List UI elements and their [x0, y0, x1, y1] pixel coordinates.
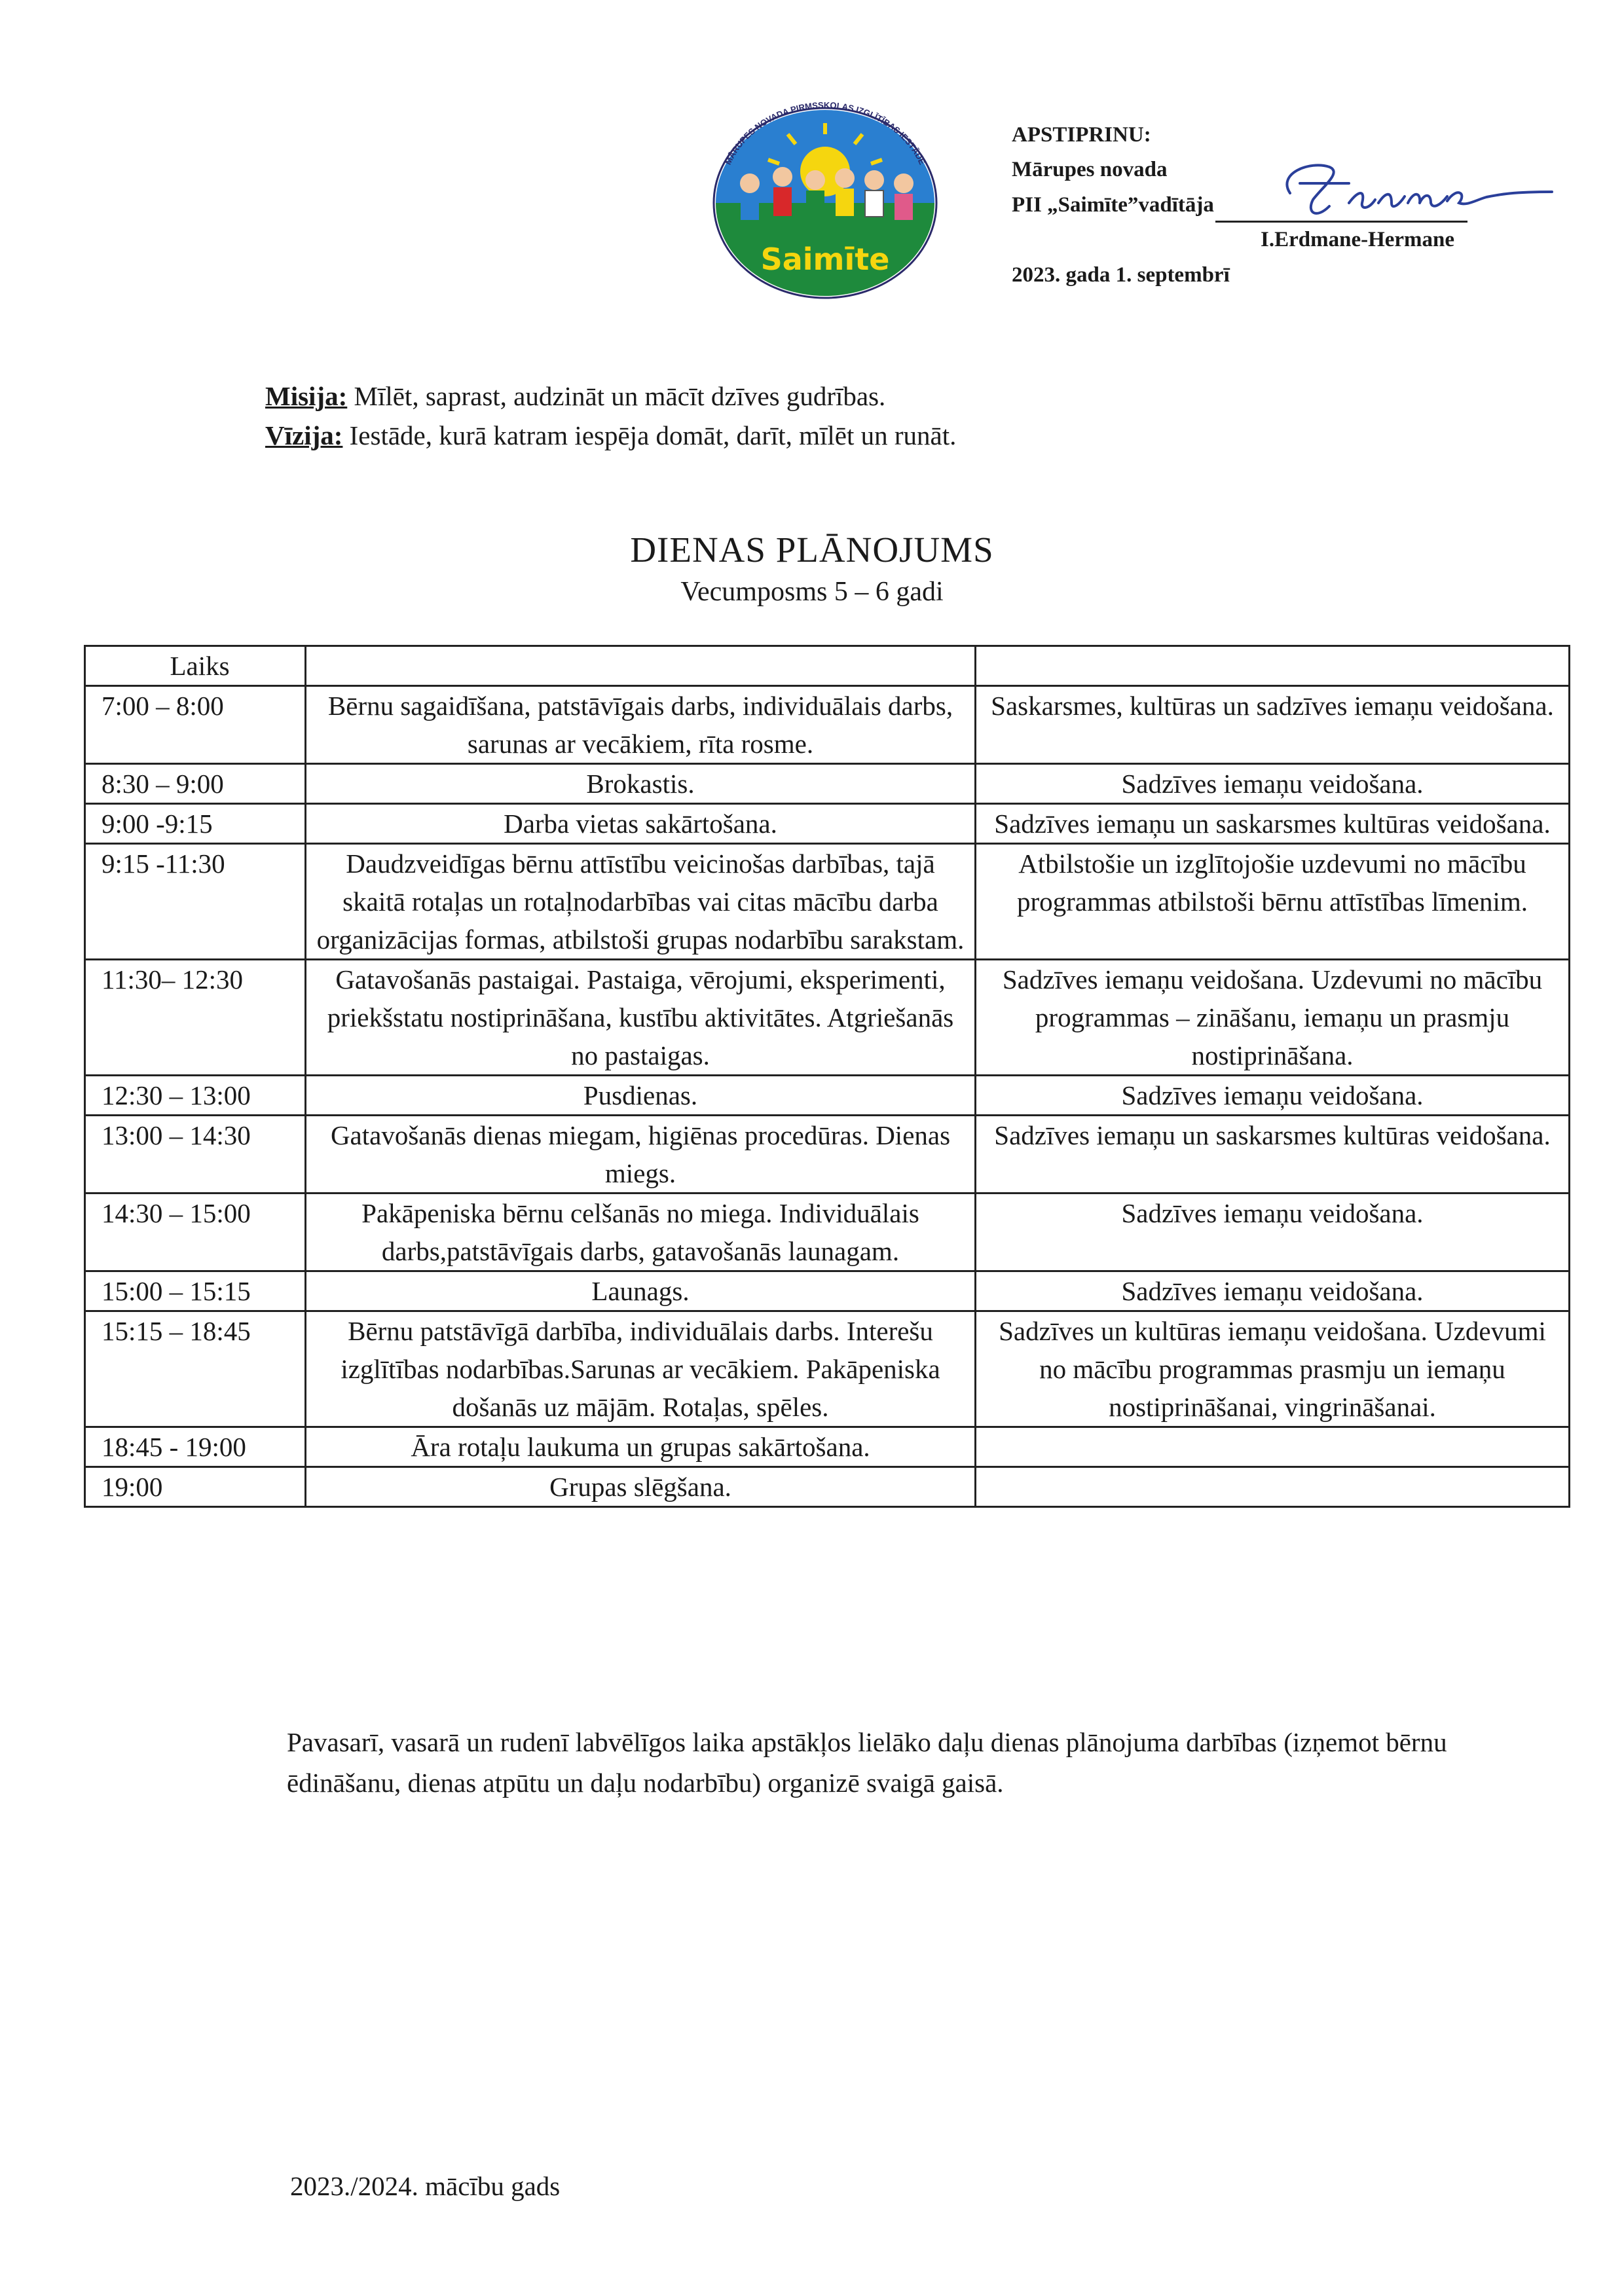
logo-name: Saimīte [760, 242, 890, 277]
note-cell: Sadzīves iemaņu veidošana. [976, 764, 1570, 804]
note-cell [976, 1427, 1570, 1467]
time-cell: 11:30– 12:30 [85, 960, 306, 1076]
time-cell: 9:15 -11:30 [85, 844, 306, 960]
page-title: DIENAS PLĀNOJUMS [630, 530, 994, 570]
activity-cell: Darba vietas sakārtošana. [306, 804, 976, 844]
activity-cell: Bērnu sagaidīšana, patstāvīgais darbs, individuālais darbs, sarunas ar vecākiem, rīta rosme. [306, 686, 976, 764]
mission-label: Misija: [265, 381, 348, 411]
note-cell: Sadzīves un kultūras iemaņu veidošana. Uzdevumi no mācību programmas prasmju un iemaņu nostiprināšanai, vingrināšanai. [976, 1311, 1570, 1427]
svg-text:MĀRUPES NOVADA PIRMSSKOLAS IZG: MĀRUPES NOVADA PIRMSSKOLAS IZGLĪTĪBAS IESTĀDE [722, 100, 928, 166]
activity-cell: Bērnu patstāvīgā darbība, individuālais darbs. Interešu izglītības nodarbības.Sarunas ar vecākiem. Pakāpeniska došanās uz mājām. Rotaļas, spēles. [306, 1311, 976, 1427]
note-cell: Sadzīves iemaņu veidošana. [976, 1194, 1570, 1271]
note-cell: Sadzīves iemaņu veidošana. [976, 1076, 1570, 1116]
activity-cell: Āra rotaļu laukuma un grupas sakārtošana. [306, 1427, 976, 1467]
activity-cell: Pusdienas. [306, 1076, 976, 1116]
table-row [85, 1194, 1570, 1271]
table-row [85, 1271, 1570, 1311]
note-cell: Saskarsmes, kultūras un sadzīves iemaņu veidošana. [976, 686, 1570, 764]
academic-year: 2023./2024. mācību gads [290, 2171, 561, 2201]
schedule-table [84, 645, 1570, 1508]
approval-date: 2023. gada 1. septembrī [1012, 263, 1230, 287]
time-cell: 15:15 – 18:45 [85, 1311, 306, 1427]
mission-text: Mīlēt, saprast, audzināt un mācīt dzīves gudrības. [347, 381, 886, 411]
table-row [85, 1116, 1570, 1194]
page-subtitle: Vecumposms 5 – 6 gadi [680, 577, 944, 607]
vision-text: Iestāde, kurā katram iespēja domāt, darīt, mīlēt un runāt. [342, 420, 957, 450]
approval-heading: APSTIPRINU: [1012, 123, 1151, 147]
activity-cell: Gatavošanās pastaigai. Pastaiga, vērojumi, eksperimenti, priekšstatu nostiprināšana, kustību aktivitātes. Atgriešanās no pastaigas. [306, 960, 976, 1076]
table-row [85, 804, 1570, 844]
table-row [85, 686, 1570, 764]
header-activity [306, 646, 976, 686]
table-row [85, 960, 1570, 1076]
table-row [85, 1311, 1570, 1427]
table-header-row [85, 646, 1570, 686]
activity-cell: Gatavošanās dienas miegam, higiēnas procedūras. Dienas miegs. [306, 1116, 976, 1194]
time-cell: 8:30 – 9:00 [85, 764, 306, 804]
activity-cell: Brokastis. [306, 764, 976, 804]
time-cell: 7:00 – 8:00 [85, 686, 306, 764]
time-cell: 15:00 – 15:15 [85, 1271, 306, 1311]
table-row [85, 1467, 1570, 1507]
time-cell: 9:00 -9:15 [85, 804, 306, 844]
table-row [85, 844, 1570, 960]
header-note [976, 646, 1570, 686]
time-cell: 18:45 - 19:00 [85, 1427, 306, 1467]
mission [265, 376, 956, 416]
mission-vision [265, 376, 956, 455]
table-row [85, 1076, 1570, 1116]
note-cell [976, 1467, 1570, 1507]
time-cell: 13:00 – 14:30 [85, 1116, 306, 1194]
vision-label: Vīzija: [265, 420, 343, 450]
header-time: Laiks [85, 646, 306, 686]
note-cell: Sadzīves iemaņu un saskarsmes kultūras veidošana. [976, 804, 1570, 844]
time-cell: 19:00 [85, 1467, 306, 1507]
vision [265, 416, 956, 455]
approval-municipality: Mārupes novada [1012, 158, 1168, 182]
activity-cell: Grupas slēgšana. [306, 1467, 976, 1507]
approval-signer: I.Erdmane-Hermane [1261, 228, 1455, 252]
activity-cell: Pakāpeniska bērnu celšanās no miega. Individuālais darbs,patstāvīgais darbs, gatavošanās launagam. [306, 1194, 976, 1271]
time-cell: 12:30 – 13:00 [85, 1076, 306, 1116]
table-row [85, 1427, 1570, 1467]
footnote: Pavasarī, vasarā un rudenī labvēlīgos laika apstākļos lielāko daļu dienas plānojuma darbības (izņemot bērnu ēdināšanu, dienas atpūtu un daļu nodarbību) organizē svaigā gaisā. [287, 1727, 1447, 1798]
handwritten-signature [1251, 154, 1559, 232]
note-cell: Sadzīves iemaņu veidošana. Uzdevumi no mācību programmas – zināšanu, iemaņu un prasmju nostiprināšana. [976, 960, 1570, 1076]
activity-cell: Launags. [306, 1271, 976, 1311]
saimite-logo [697, 98, 953, 301]
time-cell: 14:30 – 15:00 [85, 1194, 306, 1271]
approval-role: PII „Saimīte”vadītāja [1012, 188, 1536, 223]
table-row [85, 764, 1570, 804]
note-cell: Sadzīves iemaņu veidošana. [976, 1271, 1570, 1311]
activity-cell: Daudzveidīgas bērnu attīstību veicinošas darbības, tajā skaitā rotaļas un rotaļnodarbības vai citas mācību darba organizācijas formas, atbilstoši grupas nodarbību sarakstam. [306, 844, 976, 960]
note-cell: Atbilstošie un izglītojošie uzdevumi no mācību programmas atbilstoši bērnu attīstības līmenim. [976, 844, 1570, 960]
note-cell: Sadzīves iemaņu un saskarsmes kultūras veidošana. [976, 1116, 1570, 1194]
